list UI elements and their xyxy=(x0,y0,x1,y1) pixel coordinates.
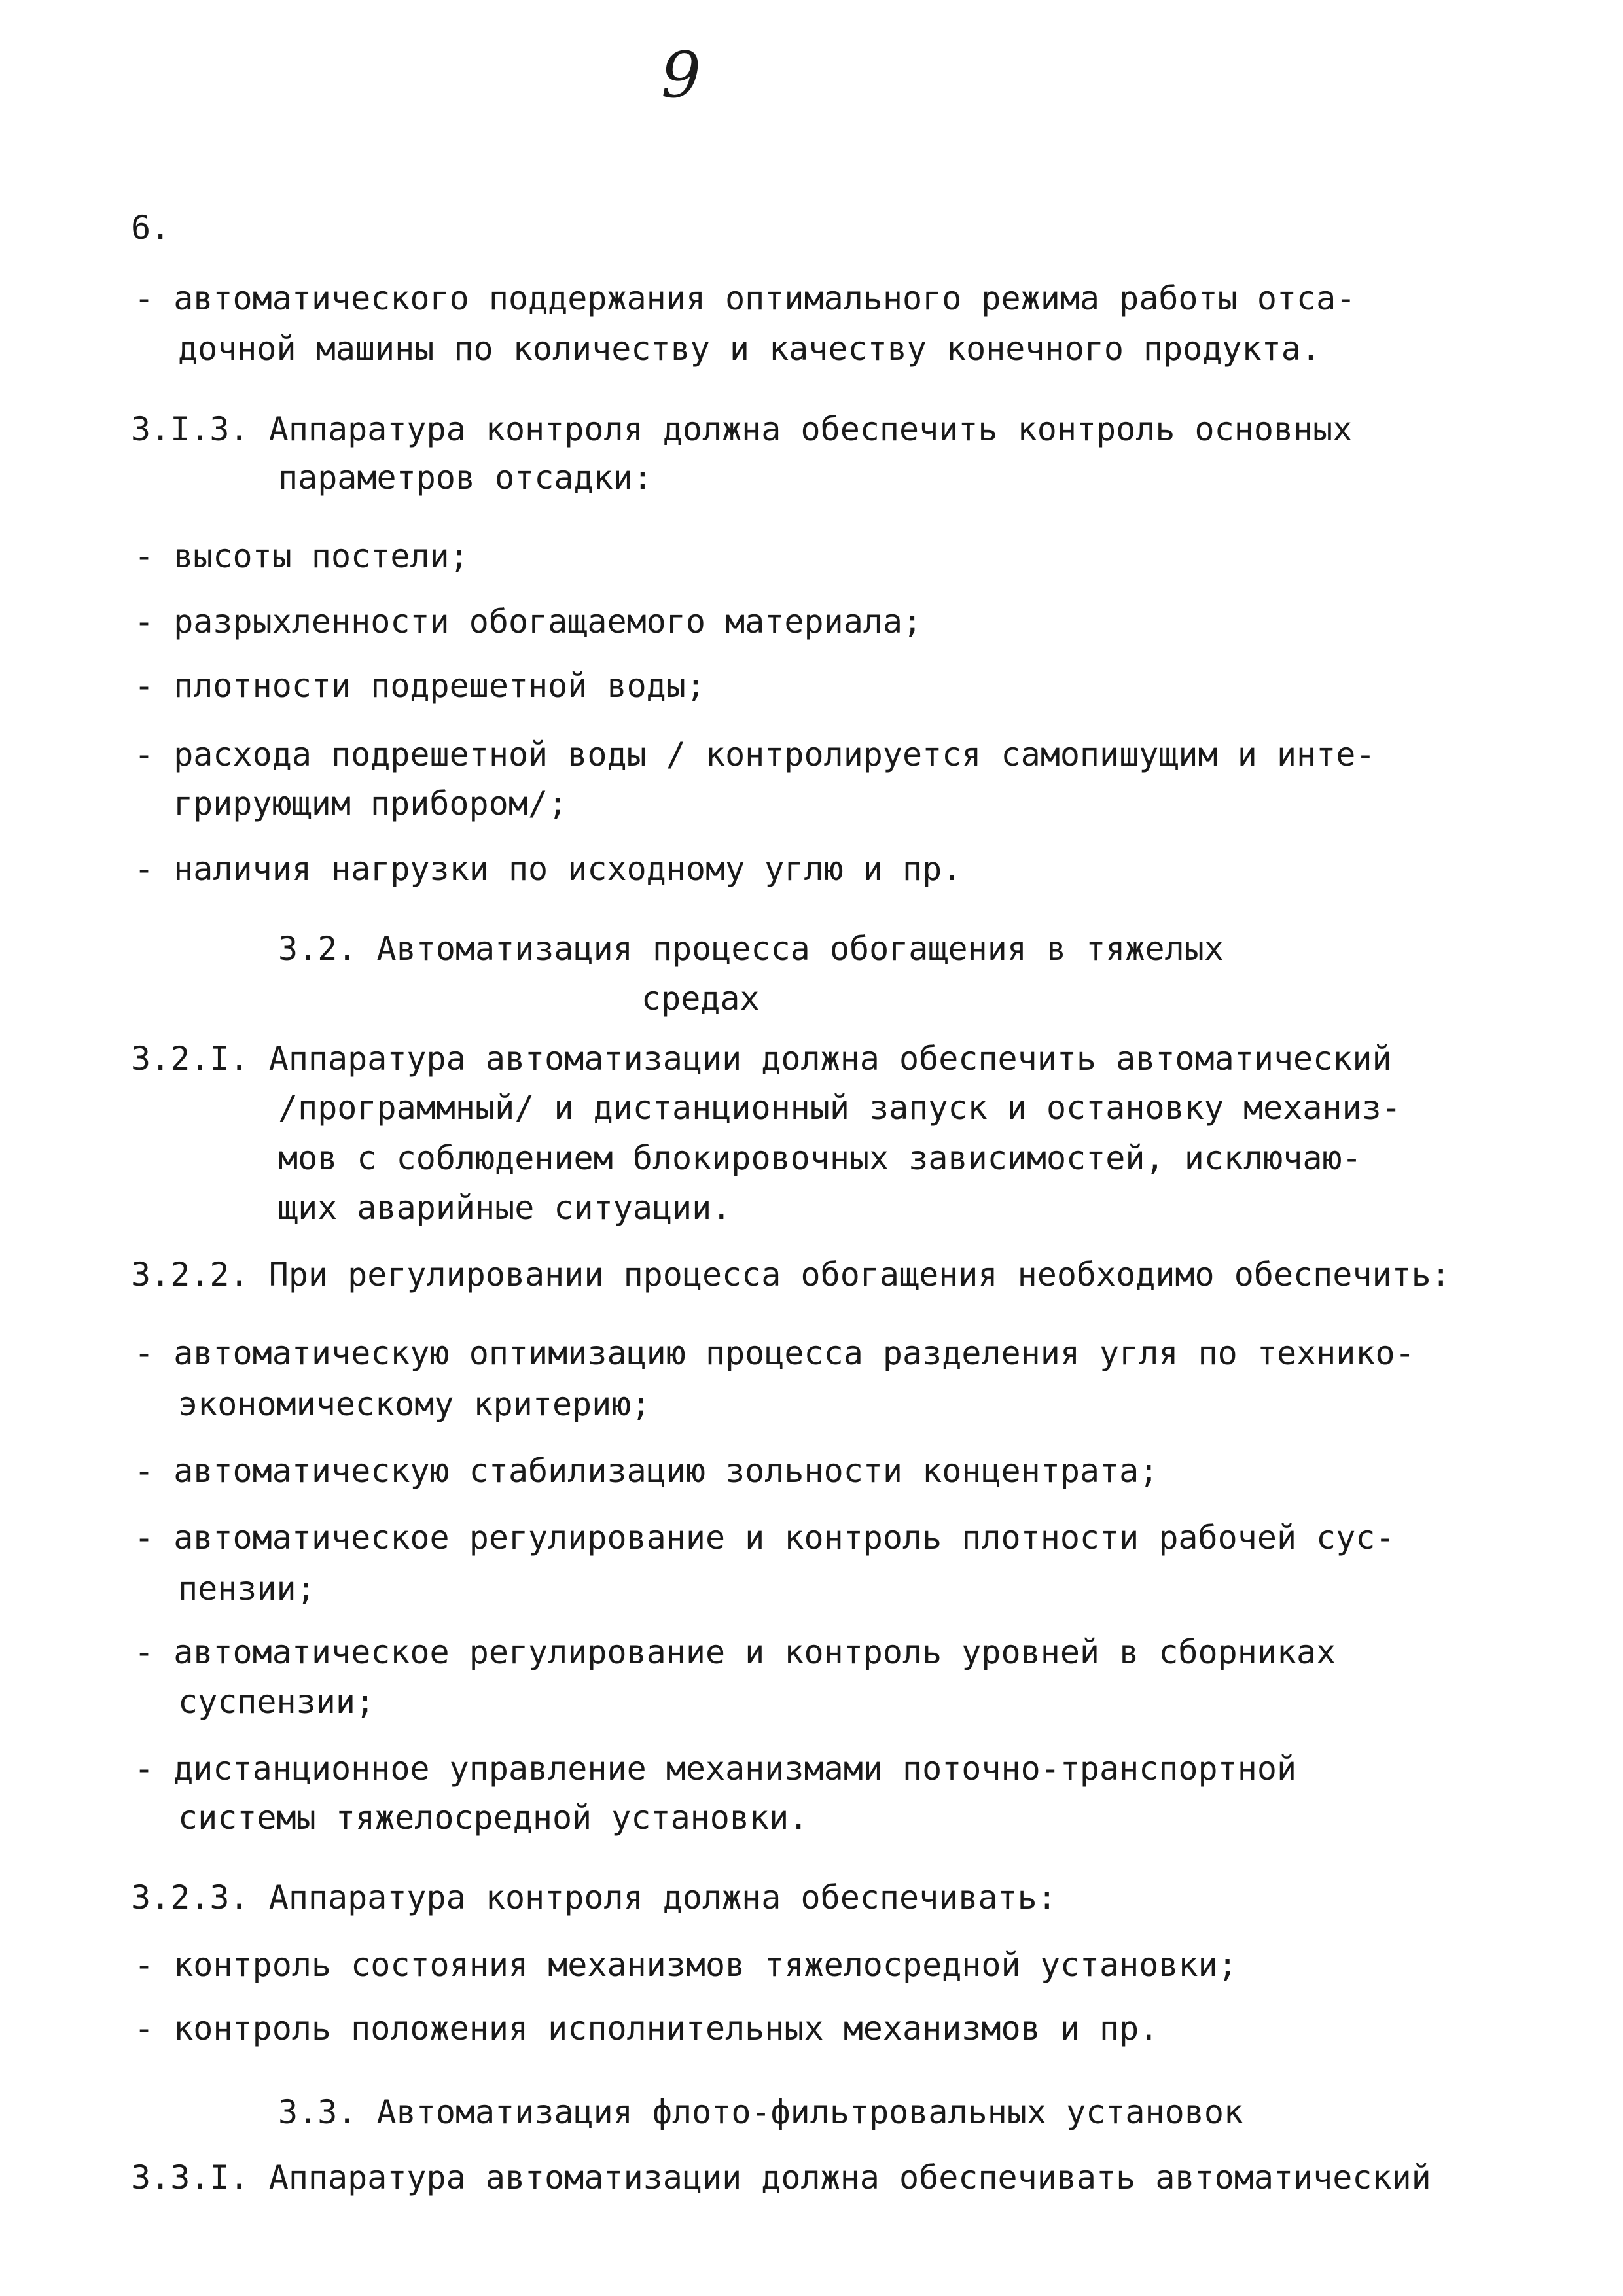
bullet-item: - автоматическое регулирование и контроль уровней в сборниках xyxy=(134,1633,1336,1671)
bullet-item-continuation: пензии; xyxy=(178,1570,316,1608)
paragraph-3-2-1: 3.2.I. Аппаратура автоматизации должна обеспечить автоматический xyxy=(131,1040,1392,1078)
paragraph-3-2-1-continuation: мов с соблюдением блокировочных зависимостей, исключаю- xyxy=(278,1139,1362,1177)
bullet-item-continuation: дочной машины по количеству и качеству конечного продукта. xyxy=(178,330,1321,368)
section-heading-3-2: 3.2. Автоматизация процесса обогащения в тяжелых xyxy=(278,930,1224,968)
bullet-item: - расхода подрешетной воды / контролируется самопишущим и инте- xyxy=(134,735,1376,773)
section-heading-3-3: 3.3. Автоматизация флото-фильтровальных установок xyxy=(278,2093,1244,2131)
paragraph-3-1-3-continuation: параметров отсадки: xyxy=(278,459,652,497)
section-heading-3-2-continuation: средах xyxy=(641,980,760,1017)
paragraph-3-2-1-continuation: /программный/ и дистанционный запуск и остановку механиз- xyxy=(278,1089,1401,1127)
paragraph-3-1-3: 3.I.3. Аппаратура контроля должна обеспечить контроль основных xyxy=(131,410,1353,448)
bullet-item: - разрыхленности обогащаемого материала; xyxy=(134,603,923,641)
bullet-item: - плотности подрешетной воды; xyxy=(134,667,705,705)
bullet-item: - наличия нагрузки по исходному углю и пр. xyxy=(134,850,962,888)
list-marker: 6. xyxy=(131,209,171,247)
paragraph-3-2-2: 3.2.2. При регулировании процесса обогащения необходимо обеспечить: xyxy=(131,1256,1451,1294)
bullet-item: - автоматическую оптимизацию процесса разделения угля по технико- xyxy=(134,1334,1415,1372)
bullet-item: - дистанционное управление механизмами поточно-транспортной xyxy=(134,1750,1297,1788)
page-number: 9 xyxy=(661,39,702,112)
bullet-item: - контроль положения исполнительных механизмов и пр. xyxy=(134,2009,1159,2047)
bullet-item: - автоматическую стабилизацию зольности концентрата; xyxy=(134,1452,1159,1490)
bullet-item: - автоматическое регулирование и контроль плотности рабочей сус- xyxy=(134,1519,1395,1557)
bullet-item: - высоты постели; xyxy=(134,537,469,575)
bullet-item-continuation: грирующим прибором/; xyxy=(173,785,568,822)
bullet-item: - автоматического поддержания оптимального режима работы отса- xyxy=(134,279,1356,317)
bullet-item: - контроль состояния механизмов тяжелосредной установки; xyxy=(134,1946,1238,1984)
bullet-item-continuation: экономическому критерию; xyxy=(178,1385,651,1423)
paragraph-3-3-1: 3.3.I. Аппаратура автоматизации должна обеспечивать автоматический xyxy=(131,2159,1431,2197)
paragraph-3-2-3: 3.2.3. Аппаратура контроля должна обеспечивать: xyxy=(131,1879,1057,1916)
paragraph-3-2-1-continuation: щих аварийные ситуации. xyxy=(278,1189,732,1227)
bullet-item-continuation: суспензии; xyxy=(178,1683,376,1721)
bullet-item-continuation: системы тяжелосредной установки. xyxy=(178,1799,809,1837)
